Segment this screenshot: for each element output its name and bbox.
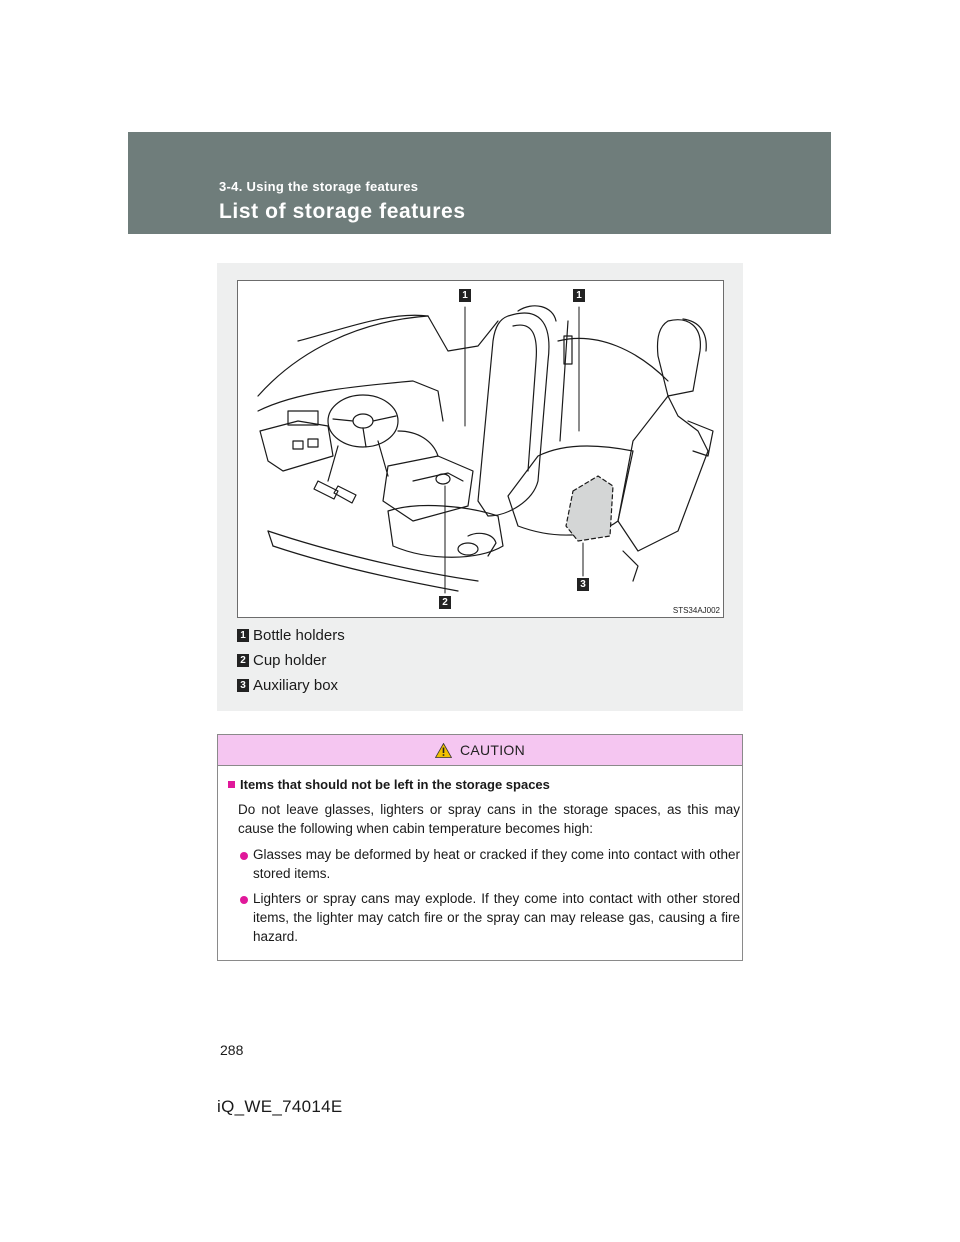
legend-key: 3 (237, 679, 249, 692)
caution-item: Glasses may be deformed by heat or cracked if they come into contact with other stored items. (253, 847, 740, 881)
caution-heading: Items that should not be left in the storage spaces (240, 777, 550, 792)
caution-box (217, 734, 743, 961)
marker-bottle-holder-1: 1 (459, 289, 471, 302)
marker-cup-holder: 2 (439, 596, 451, 609)
figure-code: STS34AJ002 (672, 606, 720, 615)
legend-item (237, 623, 345, 648)
marker-auxiliary-box: 3 (577, 578, 589, 591)
legend-key: 1 (237, 629, 249, 642)
document-code: iQ_WE_74014E (217, 1097, 343, 1116)
round-bullet-icon (240, 852, 248, 860)
page-title: List of storage features (219, 200, 466, 223)
car-interior-drawing (238, 281, 725, 619)
warning-triangle-icon (435, 743, 452, 758)
caution-item: Lighters or spray cans may explode. If they come into contact with other stored items, the lighter may catch fire or the spray can may release gas, causing a fire hazard. (253, 891, 740, 944)
caution-header (218, 735, 742, 766)
legend-label: Cup holder (253, 652, 327, 669)
figure-legend (237, 623, 345, 698)
legend-item (237, 648, 345, 673)
figure-panel (217, 263, 743, 711)
caution-paragraph: Do not leave glasses, lighters or spray cans in the storage spaces, as this may cause the following when cabin temperature becomes high: (238, 802, 740, 836)
round-bullet-icon (240, 896, 248, 904)
legend-item (237, 673, 345, 698)
marker-bottle-holder-2: 1 (573, 289, 585, 302)
legend-label: Auxiliary box (253, 677, 339, 694)
car-interior-illustration (237, 280, 724, 618)
section-label: 3-4. Using the storage features (219, 179, 419, 194)
caution-label: CAUTION (459, 742, 526, 758)
section-header (128, 132, 831, 234)
legend-label: Bottle holders (253, 627, 345, 644)
square-bullet-icon (228, 781, 235, 788)
page-number: 288 (220, 1042, 244, 1058)
legend-key: 2 (237, 654, 249, 667)
